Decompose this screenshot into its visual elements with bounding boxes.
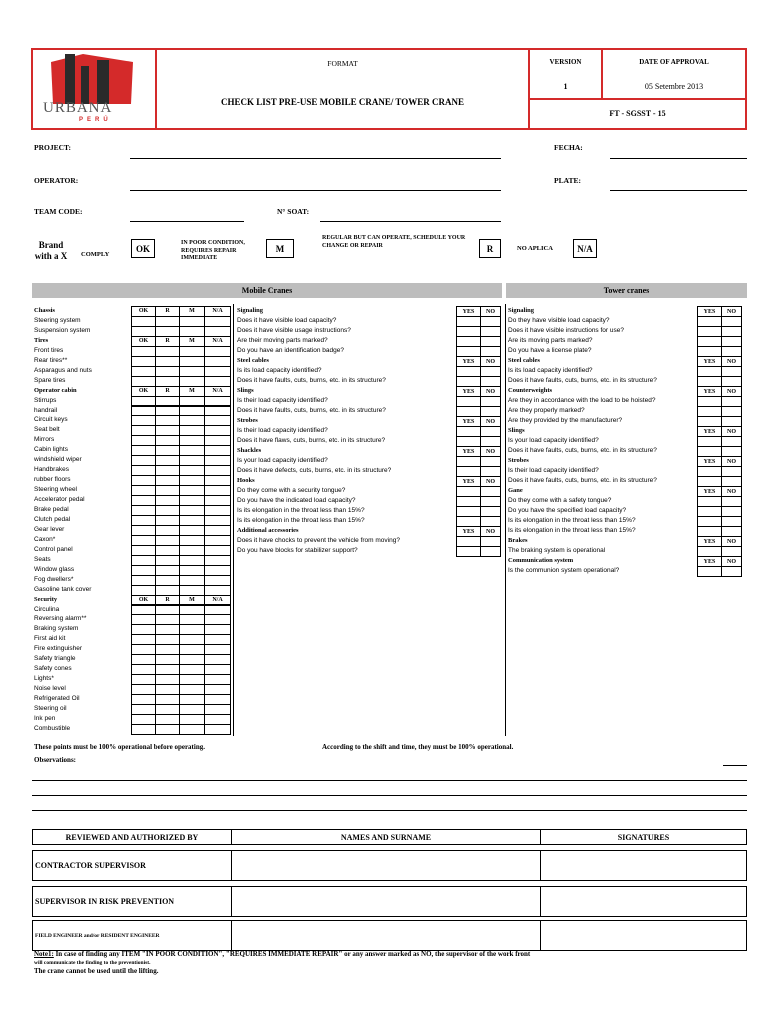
item-label: Safety cones [34, 665, 72, 673]
item-label: Window glass [34, 565, 75, 573]
no-aplica-label: NO APLICA [517, 245, 553, 252]
regular-label: REGULAR BUT CAN OPERATE, SCHEDULE YOUR CHANGE OR REPAIR [322, 235, 466, 249]
question-label: Are they provided by the manufacturer? [508, 417, 623, 424]
grid-header-m: M [180, 387, 205, 397]
item-label: Mirrors [34, 436, 55, 444]
item-label: Suspension system [34, 326, 91, 334]
approval-cell [601, 48, 747, 100]
section-label: Brakes [508, 537, 528, 544]
approval-date: 05 Setembre 2013 [644, 82, 704, 91]
poor-condition-label: IN POOR CONDITION, REQUIRES REPAIR IMMEDIATE [181, 240, 245, 261]
logo-sub: PERÚ [79, 117, 112, 123]
section-label: Slings [237, 387, 254, 394]
item-label: Brake pedal [34, 506, 69, 513]
project-label: PROJECT: [34, 143, 71, 152]
header-no: NO [481, 307, 501, 317]
section-label: Signaling [508, 307, 535, 314]
question-label: Does it have defects, cuts, burns, etc. in its structure? [237, 467, 392, 474]
question-label: Does it have flaws, cuts, burns, etc. in its structure? [237, 437, 386, 444]
check-cell-r[interactable] [156, 725, 180, 735]
header-yes: YES [698, 307, 722, 317]
approval-label: DATE OF APPROVAL [639, 58, 709, 66]
version-label: VERSION [549, 58, 582, 66]
question-label: The braking system is operational [508, 547, 606, 554]
question-label: Is their load capacity identified? [508, 467, 599, 474]
ok-legend-box: OK [131, 239, 155, 258]
version-cell [528, 48, 603, 100]
observations-label: Observations: [34, 756, 76, 764]
question-label: Does it have chocks to prevent the vehicle from moving? [237, 537, 400, 544]
check-cell-m[interactable] [180, 725, 205, 735]
grid-header-r: R [156, 596, 180, 606]
check-cell-ok[interactable] [132, 725, 156, 735]
section-label: Shackles [237, 447, 262, 454]
question-label: Are they properly marked? [508, 407, 585, 414]
header-no: NO [722, 387, 742, 397]
item-label: Seat belt [34, 426, 60, 434]
signature-table [32, 829, 747, 951]
item-label: Lights* [34, 675, 54, 683]
question-label: Do they have visible load capacity? [508, 317, 610, 324]
item-label: rubber floors [34, 476, 71, 484]
section-label: Steel cables [237, 357, 269, 364]
question-label: Is its load capacity identified? [237, 367, 322, 374]
item-label: Seats [34, 555, 51, 563]
question-label: Is your load capacity identified? [508, 437, 599, 444]
grid-header-r: R [156, 387, 180, 397]
item-label: Steering system [34, 316, 81, 324]
soat-label: N° SOAT: [277, 207, 310, 216]
brand-instruction: Brand with a X [34, 240, 68, 261]
r-legend-box: R [479, 239, 501, 258]
section-label: Communication system [508, 557, 574, 564]
version-value: 1 [563, 82, 568, 91]
header-no: NO [722, 537, 742, 547]
question-label: Is its elongation in the throat less than 15%? [237, 517, 365, 524]
section-label: Security [34, 595, 58, 603]
item-label: Steering oil [34, 705, 67, 712]
question-label: Is its elongation in the throat less than 15%? [508, 527, 636, 534]
header-no: NO [481, 387, 501, 397]
item-label: Cabin lights [34, 446, 68, 454]
header-no: NO [722, 357, 742, 367]
question-label: Is their load capacity identified? [237, 397, 328, 404]
field-engineer-label: FIELD ENGINEER and/or RESIDENT ENGINEER [33, 921, 232, 951]
item-label: Braking system [34, 625, 79, 633]
team-code-label: TEAM CODE: [34, 207, 83, 216]
grid-header-r: R [156, 307, 180, 317]
note2: The crane cannot be used until the lifting. [34, 967, 159, 975]
question-label: Is your load capacity identified? [237, 457, 328, 464]
item-label: Front tires [34, 346, 64, 354]
signature-field[interactable] [541, 887, 747, 917]
header-yes: YES [457, 447, 481, 457]
section-label: Slings [508, 427, 525, 434]
signatures-header: SIGNATURES [541, 830, 747, 845]
name-field[interactable] [232, 851, 541, 881]
fecha-label: FECHA: [554, 143, 583, 152]
answer-no[interactable] [481, 547, 501, 557]
team-code-field[interactable] [130, 221, 244, 222]
question-label: Do you have the specified load capacity? [508, 507, 627, 514]
operator-field[interactable] [130, 190, 501, 191]
soat-field[interactable] [320, 221, 501, 222]
note1-label: Note1: [34, 950, 54, 958]
item-label: Gasoline tank cover [34, 585, 92, 593]
header-yes: YES [457, 357, 481, 367]
item-label: Fog dwellers* [34, 575, 74, 583]
note1 [34, 950, 530, 958]
item-label: Ink pen [34, 714, 56, 722]
header-yes: YES [457, 417, 481, 427]
name-field[interactable] [232, 921, 541, 951]
grid-header-ok: OK [132, 337, 156, 347]
title-cell [155, 48, 530, 130]
header-no: NO [481, 357, 501, 367]
header-no: NO [722, 427, 742, 437]
question-label: Does it have visible load capacity? [237, 317, 337, 324]
item-label: handrail [34, 406, 58, 414]
question-label: Do you have an identification badge? [237, 347, 344, 354]
question-label: Is its elongation in the throat less than 15%? [237, 507, 365, 514]
answer-no[interactable] [722, 567, 742, 577]
section-label: Additional accessories [237, 527, 299, 534]
item-label: Steering wheel [34, 486, 77, 494]
observation-line[interactable] [32, 810, 747, 811]
question-label: Do you have the indicated load capacity? [237, 497, 356, 504]
header-yes: YES [698, 357, 722, 367]
header-no: NO [722, 487, 742, 497]
document-title: CHECK LIST PRE-USE MOBILE CRANE/ TOWER CRANE [220, 97, 465, 107]
item-label: First aid kit [34, 635, 66, 643]
header-no: NO [481, 477, 501, 487]
section-label: Hooks [237, 477, 255, 484]
answer-yes[interactable] [698, 567, 722, 577]
item-label: Rear tires** [34, 356, 68, 364]
section-label: Gane [508, 487, 523, 494]
item-label: Asparagus and nuts [34, 366, 92, 374]
item-label: Combustible [34, 724, 71, 732]
grid-header-m: M [180, 337, 205, 347]
logo-text: URBANA [43, 100, 113, 116]
item-label: Spare tires [34, 376, 66, 384]
tower-cranes-header: Tower cranes [506, 283, 747, 298]
document-code: FT - SGSST - 15 [609, 109, 666, 118]
header-yes: YES [698, 487, 722, 497]
plate-label: PLATE: [554, 176, 581, 185]
header-no: NO [722, 557, 742, 567]
item-label: Gear lever [34, 525, 65, 533]
header-no: NO [481, 447, 501, 457]
project-field[interactable] [130, 158, 501, 159]
grid-header-ok: OK [132, 307, 156, 317]
signature-field[interactable] [541, 921, 747, 951]
section-label: Counterweights [508, 387, 553, 394]
header-yes: YES [698, 427, 722, 437]
question-label: Is its load capacity identified? [508, 367, 593, 374]
operational-note: These points must be 100% operational before operating. [34, 743, 205, 751]
signature-field[interactable] [541, 851, 747, 881]
question-label: Does it have faults, cuts, burns, etc. in its structure? [237, 407, 386, 414]
format-label: FORMAT [327, 59, 358, 68]
header-yes: YES [698, 457, 722, 467]
question-label: Do you have a license plate? [508, 347, 592, 354]
question-label: Does it have faults, cuts, burns, etc. in its structure? [508, 377, 657, 384]
question-label: Does it have faults, cuts, burns, etc. in its structure? [508, 477, 657, 484]
item-label: Circuit keys [34, 416, 68, 424]
question-label: Is its elongation in the throat less than 15%? [508, 517, 636, 524]
code-cell [528, 98, 747, 130]
question-label: Do they come with a security tongue? [237, 487, 346, 494]
item-label: Fire extinguisher [34, 645, 83, 653]
na-legend-box: N/A [573, 239, 597, 258]
check-cell-n-a[interactable] [205, 725, 231, 735]
m-legend-box: M [266, 239, 294, 258]
comply-label: COMPLY [81, 251, 110, 258]
section-label: Operator cabin [34, 386, 77, 394]
risk-supervisor-label: SUPERVISOR IN RISK PREVENTION [33, 887, 232, 917]
question-label: Does it have visible instructions for use? [508, 327, 624, 334]
yes-no-row [697, 566, 742, 577]
item-label: Refrigerated Oil [34, 695, 80, 703]
section-label: Tires [34, 336, 49, 344]
reviewed-header: REVIEWED AND AUTHORIZED BY [33, 830, 232, 845]
item-label: Noise level [34, 685, 66, 693]
header-yes: YES [457, 527, 481, 537]
header-yes: YES [457, 307, 481, 317]
column-divider [233, 304, 234, 736]
note1-continuation: will communicate the finding to the preventionist. [34, 960, 151, 966]
observation-line[interactable] [32, 795, 747, 796]
item-label: Control panel [34, 545, 73, 553]
grid-header-r: R [156, 337, 180, 347]
item-label: Reversing alarm** [34, 615, 87, 623]
header-yes: YES [698, 557, 722, 567]
observation-line[interactable] [32, 780, 747, 781]
names-header: NAMES AND SURNAME [232, 830, 541, 845]
shift-note: According to the shift and time, they must be 100% operational. [322, 743, 514, 751]
item-label: Circulina [34, 605, 60, 613]
item-label: Handbrakes [34, 466, 70, 474]
header-yes: YES [698, 387, 722, 397]
contractor-supervisor-label: CONTRACTOR SUPERVISOR [33, 851, 232, 881]
fecha-field[interactable] [610, 158, 747, 159]
grid-header-ok: OK [132, 596, 156, 606]
section-label: Steel cables [508, 357, 540, 364]
item-label: Accelerator pedal [34, 496, 85, 504]
plate-field[interactable] [610, 190, 747, 191]
section-label: Signaling [237, 307, 264, 314]
yes-no-row [456, 546, 501, 557]
question-label: Do you have blocks for stabilizer support? [237, 547, 358, 554]
grid-header-m: M [180, 307, 205, 317]
header-yes: YES [457, 477, 481, 487]
section-label: Chassis [34, 307, 55, 314]
item-label: Safety triangle [34, 655, 76, 663]
question-label: Are they in accordance with the load to be hoisted? [508, 397, 656, 404]
observation-line[interactable] [723, 765, 747, 766]
question-label: Are its moving parts marked? [508, 337, 593, 344]
header-no: NO [481, 527, 501, 537]
item-label: windshield wiper [34, 456, 82, 464]
operator-label: OPERATOR: [34, 176, 79, 185]
check-row [131, 724, 231, 735]
grid-header-n-a: N/A [205, 307, 231, 317]
mobile-cranes-header: Mobile Cranes [32, 283, 502, 298]
question-label: Does it have faults, cuts, burns, etc. in its structure? [237, 377, 386, 384]
header-no: NO [481, 417, 501, 427]
question-label: Are their moving parts marked? [237, 337, 328, 344]
grid-header-m: M [180, 596, 205, 606]
item-label: Stirrups [34, 396, 57, 404]
question-label: Is the communion system operational? [508, 567, 620, 574]
question-label: Does it have faults, cuts, burns, etc. in its structure? [508, 447, 657, 454]
header-yes: YES [457, 387, 481, 397]
name-field[interactable] [232, 887, 541, 917]
section-label: Strobes [237, 417, 258, 424]
answer-yes[interactable] [457, 547, 481, 557]
question-label: Is their load capacity identified? [237, 427, 328, 434]
item-label: Caxon* [34, 535, 56, 543]
note1-text: In case of finding any ITEM "IN POOR CONDITION", "REQUIRES IMMEDIATE REPAIR" or any answer marked as NO, the supervisor of the work front [53, 950, 531, 958]
question-label: Does it have visible usage instructions? [237, 327, 351, 334]
header-yes: YES [698, 537, 722, 547]
grid-header-n-a: N/A [205, 387, 231, 397]
header-no: NO [722, 457, 742, 467]
header-no: NO [722, 307, 742, 317]
section-label: Strobes [508, 457, 529, 464]
logo-cell [31, 48, 157, 130]
grid-header-n-a: N/A [205, 337, 231, 347]
question-label: Do they come with a safety tongue? [508, 497, 612, 504]
grid-header-n-a: N/A [205, 596, 231, 606]
grid-header-ok: OK [132, 387, 156, 397]
item-label: Clutch pedal [34, 515, 71, 523]
column-divider [505, 304, 506, 736]
